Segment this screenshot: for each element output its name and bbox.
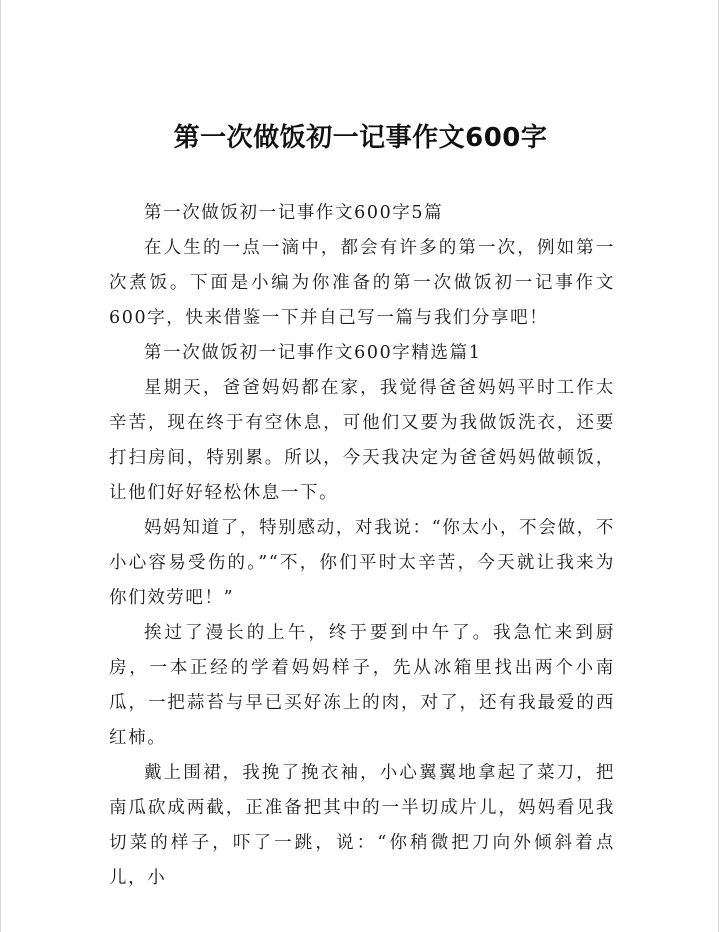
paragraph: 妈妈知道了，特别感动，对我说：“你太小，不会做，不小心容易受伤的。”“不，你们平时太辛苦，今天就让我来为你们效劳吧！” xyxy=(109,518,615,608)
paragraph-section-heading: 第一次做饭初一记事作文600字精选篇1 xyxy=(144,343,482,363)
paragraph-intro: 在人生的一点一滴中，都会有许多的第一次，例如第一次煮饭。下面是小编为你准备的第一次做饭初一记事作文600字，快来借鉴一下并自己写一篇与我们分享吧！ xyxy=(109,238,615,328)
document-body xyxy=(109,196,615,896)
paragraph: 戴上围裙，我挽了挽衣袖，小心翼翼地拿起了菜刀，把南瓜砍成两截，正准备把其中的一半切成片儿，妈妈看见我切菜的样子，吓了一跳，说：“你稍微把刀向外倾斜着点儿，小 xyxy=(109,763,615,888)
document-title: 第一次做饭初一记事作文600字 xyxy=(173,123,548,153)
paragraph: 挨过了漫长的上午，终于要到中午了。我急忙来到厨房，一本正经的学着妈妈样子，先从冰箱里找出两个小南瓜，一把蒜苔与早已买好冻上的肉，对了，还有我最爱的西红柿。 xyxy=(109,623,615,748)
paragraph: 星期天，爸爸妈妈都在家，我觉得爸爸妈妈平时工作太辛苦，现在终于有空休息，可他们又要为我做饭洗衣，还要打扫房间，特别累。所以，今天我决定为爸爸妈妈做顿饭，让他们好好轻松休息一下。 xyxy=(109,378,615,503)
paragraph-subtitle: 第一次做饭初一记事作文600字5篇 xyxy=(144,203,444,223)
